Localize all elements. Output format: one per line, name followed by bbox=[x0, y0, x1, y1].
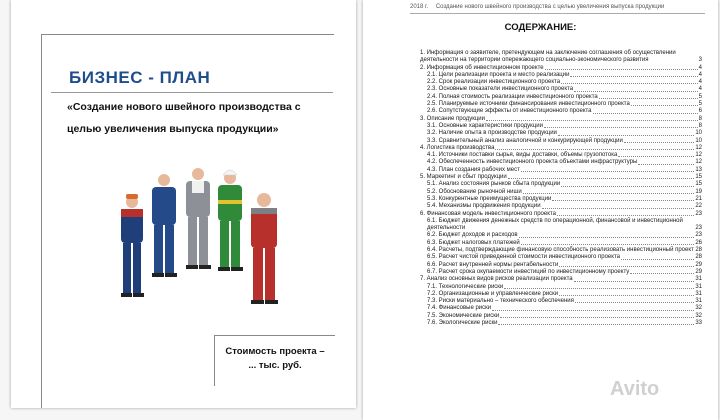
dot-leader bbox=[570, 76, 697, 77]
contents-entry[interactable] bbox=[420, 72, 702, 79]
contents-entry-page: 3 bbox=[698, 57, 702, 64]
contents-entry-label: 3.3. Сравнительный анализ аналогичной и конкурирующей продукции bbox=[427, 137, 623, 144]
contents-entry[interactable] bbox=[420, 159, 702, 166]
dot-leader bbox=[498, 324, 694, 325]
contents-entry[interactable] bbox=[420, 291, 702, 298]
dot-leader bbox=[575, 302, 694, 303]
contents-entry-page: 31 bbox=[695, 276, 702, 283]
contents-entry-page: 28 bbox=[695, 247, 702, 254]
contents-entry-page: 23 bbox=[695, 225, 702, 232]
dot-leader bbox=[561, 186, 694, 187]
contents-entry-label: 4.1. Источники поставки сырья, виды доставки, объемы грузопотока bbox=[427, 152, 618, 159]
contents-entry-page: 15 bbox=[695, 181, 702, 188]
contents-entry-label: 6.1. Бюджет движения денежных средств по операционной, финансовой и инвестиционной деятельности bbox=[427, 217, 683, 232]
contents-entry-page: 28 bbox=[695, 254, 702, 261]
contents-entry[interactable] bbox=[420, 181, 702, 188]
worker-3 bbox=[186, 168, 211, 269]
contents-entry-page: 4 bbox=[698, 71, 702, 78]
dot-leader bbox=[558, 135, 694, 136]
project-cost-label: Стоимость проекта – bbox=[225, 346, 325, 357]
contents-entry[interactable] bbox=[420, 203, 702, 210]
dot-leader bbox=[545, 69, 698, 70]
contents-entry-label: 5.4. Механизмы продвижения продукции bbox=[427, 203, 541, 210]
contents-entry[interactable] bbox=[420, 276, 702, 283]
contents-entry[interactable] bbox=[420, 94, 702, 101]
contents-entry-label: 3.2. Наличие опыта в производстве продукции bbox=[427, 130, 557, 137]
contents-entry[interactable] bbox=[420, 305, 702, 312]
contents-entry[interactable] bbox=[420, 50, 702, 65]
dot-leader bbox=[593, 113, 698, 114]
contents-entry[interactable] bbox=[420, 145, 702, 152]
contents-entry[interactable] bbox=[420, 298, 702, 305]
contents-entry-label: 3.1. Основные характеристики продукции bbox=[427, 122, 543, 129]
contents-entry-label: 2.6. Сопутствующие эффекты от инвестиционного проекта bbox=[427, 108, 592, 115]
contents-entry-page: 13 bbox=[695, 166, 702, 173]
contents-entry[interactable] bbox=[420, 313, 702, 320]
contents-entry-page: 33 bbox=[695, 319, 702, 326]
contents-entry-label: 2. Информация об инвестиционном проекте bbox=[420, 64, 544, 71]
contents-entry-page: 19 bbox=[695, 188, 702, 195]
contents-entry[interactable] bbox=[420, 86, 702, 93]
watermark-text: Avito bbox=[610, 378, 660, 400]
contents-entry-label: 7.4. Финансовые риски bbox=[427, 305, 492, 312]
contents-entry[interactable] bbox=[420, 174, 702, 181]
contents-entry[interactable] bbox=[420, 65, 702, 72]
dot-leader bbox=[618, 156, 694, 157]
contents-entry-label: 7.5. Экономические риски bbox=[427, 312, 500, 319]
contents-entry[interactable] bbox=[420, 254, 702, 261]
dot-leader bbox=[574, 91, 698, 92]
contents-entry-page: 29 bbox=[695, 261, 702, 268]
contents-entry[interactable] bbox=[420, 101, 702, 108]
worker-2 bbox=[152, 174, 177, 277]
contents-entry-page: 31 bbox=[695, 298, 702, 305]
contents-entry-label: 5. Маркетинг и сбыт продукции bbox=[420, 174, 507, 181]
contents-entry[interactable] bbox=[420, 240, 702, 247]
dot-leader bbox=[638, 164, 694, 165]
contents-entry-label: 6. Финансовая модель инвестиционного проекта bbox=[420, 210, 556, 217]
worker-5 bbox=[251, 193, 278, 304]
contents-entry[interactable] bbox=[420, 269, 702, 276]
contents-entry-page: 15 bbox=[695, 174, 702, 181]
contents-entry-page: 4 bbox=[698, 79, 702, 86]
contents-entry-label: 6.2. Бюджет доходов и расходов bbox=[427, 232, 518, 239]
contents-entry-page: 5 bbox=[698, 101, 702, 108]
contents-entry-label: 6.6. Расчет внутренней нормы рентабельности bbox=[427, 261, 559, 268]
contents-entry[interactable] bbox=[420, 196, 702, 203]
contents-entry-label: 7.2. Организационные и управленческие риски bbox=[427, 290, 559, 297]
dot-leader bbox=[486, 120, 698, 121]
contents-entry-label: 5.2. Обоснование рыночной ниши bbox=[427, 188, 522, 195]
dot-leader bbox=[495, 149, 694, 150]
cover-divider bbox=[51, 92, 333, 93]
contents-entry-label: 2.2. Срок реализации инвестиционного проекта bbox=[427, 79, 561, 86]
contents-entry-label: 7.6. Экологические риски bbox=[427, 319, 498, 326]
contents-entry-label: 4.2. Обеспеченность инвестиционного проекта объектами инфраструктуры bbox=[427, 159, 638, 166]
contents-entry-label: 4. Логистика производства bbox=[420, 144, 495, 151]
cover-title: БИЗНЕС - ПЛАН bbox=[69, 68, 211, 87]
dot-leader bbox=[544, 127, 698, 128]
contents-entry-page: 10 bbox=[695, 137, 702, 144]
workers-illustration bbox=[106, 160, 296, 320]
dot-leader bbox=[559, 266, 694, 267]
dot-leader bbox=[559, 295, 694, 296]
contents-entry-page: 23 bbox=[695, 232, 702, 239]
contents-entry-page: 4 bbox=[698, 86, 702, 93]
contents-entry-page: 23 bbox=[695, 210, 702, 217]
cover-subtitle: «Создание нового швейного производства с целью увеличения выпуска продукции» bbox=[67, 101, 301, 135]
contents-entry-page: 8 bbox=[698, 122, 702, 129]
cover-page bbox=[11, 0, 356, 408]
contents-entry-page: 31 bbox=[695, 290, 702, 297]
contents-entry-label: 3. Описание продукции bbox=[420, 115, 486, 122]
contents-entry-label: 5.1. Анализ состояния рынков сбыта продукции bbox=[427, 181, 561, 188]
dot-leader bbox=[574, 281, 695, 282]
project-cost-value: ... тыс. руб. bbox=[248, 360, 302, 371]
contents-entry-page: 5 bbox=[698, 93, 702, 100]
contents-entry[interactable] bbox=[420, 189, 702, 196]
contents-entry[interactable] bbox=[420, 116, 702, 123]
contents-entry-label: 2.1. Цели реализации проекта и место реализации bbox=[427, 71, 570, 78]
contents-entry[interactable] bbox=[420, 108, 702, 115]
contents-entry[interactable] bbox=[420, 284, 702, 291]
contents-entry[interactable] bbox=[420, 138, 702, 145]
contents-entry-label: 4.3. План создания рабочих мест bbox=[427, 166, 520, 173]
contents-entry-label: 6.4. Расчеты, подтверждающие финансовую способность реализовать инвестиционный проект bbox=[427, 247, 694, 254]
dot-leader bbox=[630, 273, 694, 274]
dot-leader bbox=[624, 142, 694, 143]
contents-entry-label: 7. Анализ основных видов рисков реализации проекта bbox=[420, 276, 573, 283]
contents-entry[interactable] bbox=[420, 152, 702, 159]
contents-entry-page: 6 bbox=[698, 108, 702, 115]
dot-leader bbox=[599, 98, 698, 99]
dot-leader bbox=[519, 237, 695, 238]
contents-title: СОДЕРЖАНИЕ: bbox=[504, 22, 577, 33]
header-year: 2018 г. bbox=[410, 4, 429, 10]
dot-leader bbox=[508, 178, 695, 179]
contents-list bbox=[420, 50, 702, 327]
contents-entry-page: 12 bbox=[695, 159, 702, 166]
dot-leader bbox=[557, 215, 694, 216]
contents-entry-page: 26 bbox=[695, 239, 702, 246]
contents-entry[interactable] bbox=[420, 218, 702, 233]
running-header bbox=[410, 4, 710, 10]
header-text: Создание нового швейного производства с целью увеличения выпуска продукции bbox=[435, 4, 665, 10]
contents-entry-page: 10 bbox=[695, 130, 702, 137]
header-divider bbox=[410, 13, 705, 14]
dot-leader bbox=[631, 105, 698, 106]
dot-leader bbox=[621, 259, 694, 260]
contents-entry-page: 29 bbox=[695, 268, 702, 275]
contents-entry-page: 21 bbox=[695, 195, 702, 202]
dot-leader bbox=[504, 288, 694, 289]
worker-4 bbox=[218, 170, 243, 271]
worker-1 bbox=[121, 194, 144, 297]
dot-leader bbox=[552, 200, 694, 201]
contents-entry-label: 7.3. Риски материально – технического обеспечения bbox=[427, 298, 574, 305]
contents-entry-page: 32 bbox=[695, 305, 702, 312]
contents-entry-label: 6.3. Бюджет налоговых платежей bbox=[427, 239, 520, 246]
contents-entry[interactable] bbox=[420, 320, 702, 327]
dot-leader bbox=[561, 83, 698, 84]
contents-entry[interactable] bbox=[420, 211, 702, 218]
contents-entry-label: 6.7. Расчет срока окупаемости инвестиций по инвестиционному проекту bbox=[427, 268, 630, 275]
contents-entry-label: 2.5. Планируемые источники финансирования инвестиционного проекта bbox=[427, 101, 630, 108]
contents-entry-label: 5.3. Конкурентные преимущества продукции bbox=[427, 195, 552, 202]
watermark-logo bbox=[610, 378, 659, 401]
dot-leader bbox=[521, 244, 695, 245]
contents-entry[interactable] bbox=[420, 130, 702, 137]
dot-leader bbox=[500, 317, 694, 318]
contents-entry[interactable] bbox=[420, 167, 702, 174]
contents-entry-page: 4 bbox=[698, 64, 702, 71]
dot-leader bbox=[542, 208, 695, 209]
project-cost-box bbox=[214, 335, 335, 386]
dot-leader bbox=[523, 193, 695, 194]
contents-entry-page: 22 bbox=[695, 203, 702, 210]
contents-entry[interactable] bbox=[420, 79, 702, 86]
dot-leader bbox=[521, 171, 694, 172]
contents-entry-page: 32 bbox=[695, 312, 702, 319]
contents-entry-page: 31 bbox=[695, 283, 702, 290]
contents-entry[interactable] bbox=[420, 232, 702, 239]
contents-entry-page: 8 bbox=[698, 115, 702, 122]
contents-entry-page: 12 bbox=[695, 144, 702, 151]
contents-entry[interactable] bbox=[420, 123, 702, 130]
contents-entry-label: 2.3. Основные показатели инвестиционного проекта bbox=[427, 86, 574, 93]
contents-entry-label: 7.1. Технологические риски bbox=[427, 283, 504, 290]
dot-leader bbox=[492, 310, 694, 311]
contents-entry-label: 6.5. Расчет чистой приведенной стоимости инвестиционного проекта bbox=[427, 254, 620, 261]
contents-entry-page: 12 bbox=[695, 152, 702, 159]
contents-entry-label: 2.4. Полная стоимость реализации инвестиционного проекта bbox=[427, 93, 598, 100]
contents-page bbox=[363, 0, 718, 420]
contents-entry[interactable] bbox=[420, 262, 702, 269]
contents-entry-label: 1. Информация о заявителе, претендующем на заключение соглашения об осуществлении деятельности на территории опережающего социально-экономического развития bbox=[420, 50, 676, 64]
